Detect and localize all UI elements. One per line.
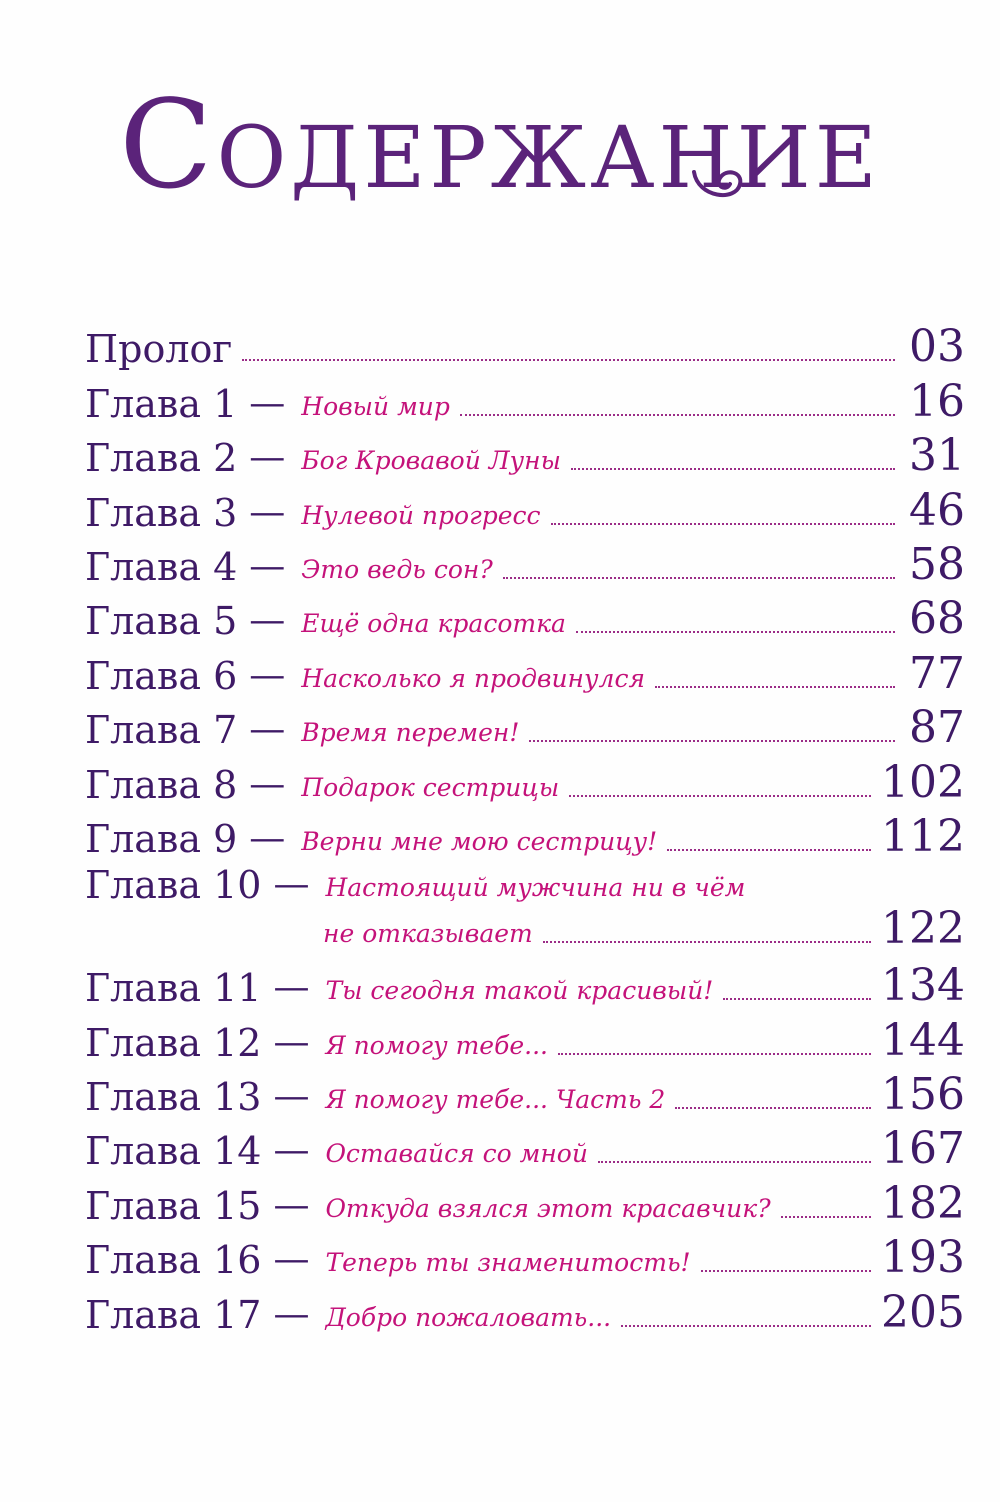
chapter-label: Глава 2 xyxy=(85,436,238,481)
dash-separator: — xyxy=(249,491,286,533)
dot-leader xyxy=(781,1216,871,1218)
dot-leader xyxy=(667,849,871,851)
dot-leader xyxy=(460,414,895,416)
toc-entry[interactable] xyxy=(85,372,965,426)
chapter-label: Глава 17 xyxy=(85,1292,262,1337)
dash-separator: — xyxy=(273,1076,310,1118)
chapter-title: Теперь ты знаменитость! xyxy=(325,1248,691,1278)
page-number: 31 xyxy=(909,430,965,482)
entry-line-2 xyxy=(85,902,965,954)
chapter-label: Глава 10 xyxy=(85,862,262,907)
toc-entry[interactable] xyxy=(85,644,965,698)
dot-leader xyxy=(701,1270,871,1272)
chapter-label: Глава 1 xyxy=(85,381,238,426)
chapter-title: Насколько я продвинулся xyxy=(301,663,646,693)
dash-separator: — xyxy=(273,863,310,905)
dot-leader xyxy=(571,468,895,470)
toc-entry[interactable] xyxy=(85,699,965,753)
chapter-title-continued: не отказывает xyxy=(323,918,533,948)
page-number: 167 xyxy=(881,1123,965,1175)
dash-separator: — xyxy=(249,382,286,424)
toc-entry[interactable] xyxy=(85,753,965,807)
dot-leader xyxy=(723,998,871,1000)
dot-leader xyxy=(558,1053,871,1055)
chapter-label: Глава 15 xyxy=(85,1183,262,1228)
dash-separator: — xyxy=(249,545,286,587)
toc-entry[interactable] xyxy=(85,1229,965,1283)
toc-entry[interactable] xyxy=(85,1283,965,1337)
dot-leader xyxy=(551,523,895,525)
chapter-title: Я помогу тебе... Часть 2 xyxy=(325,1085,666,1115)
toc-entry[interactable] xyxy=(85,590,965,644)
dash-separator: — xyxy=(249,763,286,805)
chapter-title: Это ведь сон? xyxy=(301,554,493,584)
chapter-title: Верни мне мою сестрицу! xyxy=(301,826,658,856)
chapter-title: Откуда взялся этот красавчик? xyxy=(325,1193,771,1223)
page-number: 182 xyxy=(881,1177,965,1229)
chapter-title: Подарок сестрицы xyxy=(301,772,560,802)
chapter-label: Глава 7 xyxy=(85,708,238,753)
toc-entry[interactable] xyxy=(85,957,965,1011)
toc-entry[interactable] xyxy=(85,1120,965,1174)
chapter-title: Ещё одна красотка xyxy=(301,609,566,639)
dot-leader xyxy=(543,941,871,943)
dash-separator: — xyxy=(273,1293,310,1335)
toc-entry[interactable] xyxy=(85,808,965,862)
page-number: 03 xyxy=(909,321,965,373)
entry-line-1 xyxy=(85,862,965,908)
dash-separator: — xyxy=(249,654,286,696)
page-number: 102 xyxy=(881,756,965,808)
toc-entry[interactable] xyxy=(85,427,965,481)
dash-separator: — xyxy=(273,1021,310,1063)
page-number: 77 xyxy=(909,647,965,699)
chapter-title: Добро пожаловать... xyxy=(325,1302,612,1332)
chapter-title: Нулевой прогресс xyxy=(301,500,541,530)
dot-leader xyxy=(529,740,895,742)
chapter-title: Ты сегодня такой красивый! xyxy=(325,976,714,1006)
toc-entry[interactable] xyxy=(85,536,965,590)
dash-separator: — xyxy=(273,967,310,1009)
chapter-label: Глава 13 xyxy=(85,1075,262,1120)
chapter-label: Глава 16 xyxy=(85,1238,262,1283)
page-number: 205 xyxy=(881,1286,965,1338)
chapter-label: Глава 11 xyxy=(85,966,262,1011)
toc-entry[interactable] xyxy=(85,1011,965,1065)
dash-separator: — xyxy=(249,437,286,479)
toc-entry[interactable] xyxy=(85,862,965,957)
page-number: 58 xyxy=(909,538,965,590)
page-number: 193 xyxy=(881,1232,965,1284)
chapter-label: Глава 8 xyxy=(85,762,238,807)
swirl-ornament-icon xyxy=(688,162,748,206)
chapter-label: Глава 4 xyxy=(85,544,238,589)
dot-leader xyxy=(242,359,895,361)
dash-separator: — xyxy=(273,1184,310,1226)
toc-entry[interactable] xyxy=(85,481,965,535)
chapter-label: Глава 6 xyxy=(85,653,238,698)
dash-separator: — xyxy=(249,817,286,859)
chapter-title: Бог Кровавой Луны xyxy=(301,446,561,476)
chapter-title: Оставайся со мной xyxy=(325,1139,588,1169)
dash-separator: — xyxy=(249,600,286,642)
chapter-label: Пролог xyxy=(85,327,233,372)
chapter-title: Я помогу тебе... xyxy=(325,1030,548,1060)
page-number: 112 xyxy=(881,810,965,862)
table-of-contents xyxy=(85,318,965,1338)
page-number: 46 xyxy=(909,484,965,536)
chapter-label: Глава 3 xyxy=(85,490,238,535)
dash-separator: — xyxy=(249,709,286,751)
toc-entry[interactable] xyxy=(85,1174,965,1228)
page-number: 156 xyxy=(881,1069,965,1121)
chapter-label: Глава 12 xyxy=(85,1020,262,1065)
page-number: 68 xyxy=(909,593,965,645)
dot-leader xyxy=(675,1107,871,1109)
page-title: Содержание xyxy=(119,74,881,216)
toc-entry[interactable] xyxy=(85,318,965,372)
dash-separator: — xyxy=(273,1239,310,1281)
dot-leader xyxy=(569,795,871,797)
chapter-title: Новый мир xyxy=(301,391,450,421)
dot-leader xyxy=(503,577,895,579)
dash-separator: — xyxy=(273,1130,310,1172)
toc-entry[interactable] xyxy=(85,1066,965,1120)
chapter-title: Время перемен! xyxy=(301,718,520,748)
page-number: 144 xyxy=(881,1014,965,1066)
dot-leader xyxy=(655,686,895,688)
dot-leader xyxy=(598,1161,871,1163)
dot-leader xyxy=(621,1325,871,1327)
chapter-label: Глава 14 xyxy=(85,1129,262,1174)
page-number: 16 xyxy=(909,375,965,427)
page-number: 122 xyxy=(881,902,965,954)
chapter-label: Глава 9 xyxy=(85,816,238,861)
chapter-title: Настоящий мужчина ни в чём xyxy=(325,872,746,902)
page-number: 87 xyxy=(909,702,965,754)
dot-leader xyxy=(576,631,895,633)
chapter-label: Глава 5 xyxy=(85,599,238,644)
page-number: 134 xyxy=(881,960,965,1012)
